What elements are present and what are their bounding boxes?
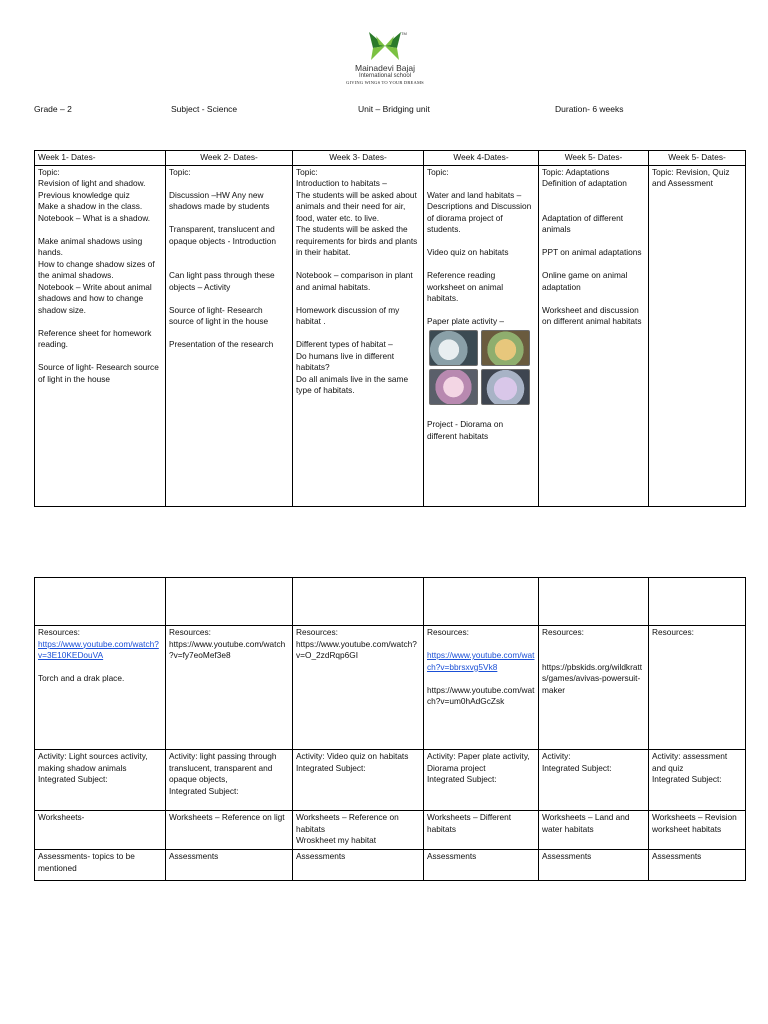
cell-line: Source of light- Research source of light in the house	[38, 362, 159, 384]
cell-line	[427, 178, 535, 190]
cell-line	[169, 259, 289, 271]
week5-assessments: Assessments	[539, 850, 649, 881]
youtube-link[interactable]: https://www.youtube.com/watch?v=3E10KEDouVA	[38, 638, 159, 660]
week1-worksheets	[35, 811, 166, 850]
cell-line: Activity:	[542, 751, 571, 761]
cell-line: Reference sheet for homework reading.	[38, 327, 152, 349]
cell-line	[542, 236, 645, 248]
cell-line: Revision of light and shadow.	[38, 178, 146, 188]
cell-line: Homework discussion of my habitat .	[296, 304, 400, 326]
week3-activity	[293, 750, 424, 811]
duration-label: Duration- 6 weeks	[555, 104, 624, 114]
school-logo	[330, 30, 440, 86]
cell-line: Topic:	[38, 166, 60, 177]
week2-resources: Resources: https://www.youtube.com/watch?v=fy7eoMef3e8	[166, 626, 293, 750]
cell-line: Integrated Subject:	[38, 774, 108, 784]
activity-row	[35, 750, 746, 811]
cell-line: Reference reading worksheet on animal habitats.	[427, 270, 504, 303]
week2-assessments: Assessments	[166, 850, 293, 881]
cell-line	[427, 305, 535, 317]
cell-line: Integrated Subject:	[169, 785, 239, 796]
resources-table	[34, 577, 746, 881]
cell-line: Notebook – What is a shadow.	[38, 212, 151, 223]
cell-line	[38, 224, 162, 236]
subject-label: Subject - Science	[171, 104, 238, 114]
cell-line	[169, 328, 289, 340]
week4-assessments: Assessments	[424, 850, 539, 881]
paper-plate-photo	[429, 369, 478, 405]
week5b-worksheets	[649, 811, 746, 850]
cell-line	[427, 259, 535, 271]
cell-line: Worksheets – Revision worksheet habitats	[652, 812, 737, 834]
cell-line	[169, 213, 289, 225]
cell-line	[427, 236, 535, 248]
butterfly-logo-icon	[365, 30, 405, 62]
cell-line	[296, 328, 420, 340]
cell-line: Discussion –HW Any new shadows made by students	[169, 189, 270, 211]
cell-line: Topic: Revision, Quiz and Assessment	[652, 166, 730, 188]
cell-line: Video quiz on habitats	[427, 247, 509, 257]
cell-line: Activity: light passing through translucent, transparent and opaque objects,	[169, 751, 277, 784]
cell-line	[296, 293, 420, 305]
cell-line: Online game on animal adaptation	[542, 270, 628, 292]
cell-line: The students will be asked the requirements for birds and plants in their habitat.	[296, 224, 418, 257]
cell-line: Topic:	[427, 166, 449, 177]
paper-plate-photo	[429, 330, 478, 366]
cell-line: Adaptation of different animals	[542, 212, 624, 234]
cell-line: Activity: Paper plate activity, Diorama project	[427, 751, 530, 773]
week5b-topics	[649, 165, 746, 506]
cell-line: Water and land habitats – Descriptions and Discussion of diorama project of students.	[427, 189, 532, 234]
week3-worksheets	[293, 811, 424, 850]
week2-topics	[166, 165, 293, 506]
week-header: Week 5- Dates-	[649, 151, 746, 166]
week-header: Week 5- Dates-	[539, 151, 649, 166]
cell-line: Transparent, translucent and opaque objects - Introduction	[169, 224, 277, 246]
week3-assessments: Assessments	[293, 850, 424, 881]
cell-line: PPT on animal adaptations	[542, 247, 642, 257]
cell-line: Activity: Video quiz on habitats	[296, 751, 409, 761]
week2-activity	[166, 750, 293, 811]
cell-line	[169, 178, 289, 190]
week5-topics	[539, 165, 649, 506]
week1-resources: Resources: https://www.youtube.com/watch?v=3E10KEDouVA Torch and a drak place.	[35, 626, 166, 750]
week3-topics	[293, 165, 424, 506]
cell-line: Topic: Adaptations	[542, 166, 610, 177]
cell-line	[38, 351, 162, 363]
week1-topics	[35, 165, 166, 506]
week2-worksheets	[166, 811, 293, 850]
cell-line: Paper plate activity –	[427, 316, 505, 326]
cell-line: Worksheets – Reference on ligt	[169, 812, 285, 822]
week5-resources: Resources: https://pbskids.org/wildkratts/games/avivas-powersuit-maker	[539, 626, 649, 750]
cell-line: Make animal shadows using hands.	[38, 235, 143, 257]
week1-activity	[35, 750, 166, 811]
cell-line	[542, 201, 645, 213]
week3-resources: Resources: https://www.youtube.com/watch?v=O_2zdRqp6GI	[293, 626, 424, 750]
cell-line	[169, 247, 289, 259]
topics-row	[35, 165, 746, 506]
week4-resources: Resources: https://www.youtube.com/watch?v=bbrsxvg5Vk8 https://www.youtube.com/watch?v=um0hAdGcZsk	[424, 626, 539, 750]
cell-line: Activity: assessment and quiz	[652, 751, 728, 773]
trademark-mark: TM	[401, 31, 407, 36]
paper-plate-photo	[481, 369, 530, 405]
week5b-activity	[649, 750, 746, 811]
unit-label: Unit – Bridging unit	[358, 104, 430, 114]
cell-line: Notebook – Write about animal shadows and how to change shadow size.	[38, 281, 152, 315]
cell-line: Project - Diorama on different habitats	[427, 419, 504, 441]
grade-label: Grade – 2	[34, 104, 72, 114]
cell-line: How to change shadow sizes of the animal shadows.	[38, 258, 155, 280]
cell-line: Make a shadow in the class.	[38, 201, 143, 211]
cell-line: Do all animals live in the same type of habitats.	[296, 373, 409, 395]
cell-line: The students will be asked about animals and their need for air, food, water etc. to live.	[296, 189, 417, 223]
week5-worksheets	[539, 811, 649, 850]
cell-line	[38, 316, 162, 328]
week-header: Week 1- Dates-	[35, 151, 166, 166]
cell-line: Activity: Light sources activity, making shadow animals	[38, 751, 148, 773]
cell-line: Integrated Subject:	[427, 774, 497, 784]
weekly-plan-table	[34, 150, 746, 507]
week5b-assessments: Assessments	[649, 850, 746, 881]
week5-activity	[539, 750, 649, 811]
cell-line: Worksheets-	[38, 812, 85, 822]
cell-line	[296, 259, 420, 271]
week-header: Week 2- Dates-	[166, 151, 293, 166]
week1-assessments: Assessments- topics to be mentioned	[35, 850, 166, 881]
cell-line: Different types of habitat –	[296, 339, 393, 349]
week5b-resources: Resources:	[649, 626, 746, 750]
paper-plate-photos	[429, 330, 535, 405]
cell-line: Integrated Subject:	[542, 762, 612, 773]
week-header-row	[35, 151, 746, 166]
cell-line: Topic:	[169, 166, 191, 177]
cell-line: Worksheet and discussion on different animal habitats	[542, 304, 642, 326]
cell-line	[542, 293, 645, 305]
worksheets-row	[35, 811, 746, 850]
cell-line: Worksheets – Different habitats	[427, 812, 512, 834]
cell-line: Integrated Subject:	[296, 762, 366, 773]
logo-school-name: Mainadevi Bajaj	[354, 63, 415, 73]
week4-topics	[424, 165, 539, 506]
cell-line: Can light pass through these objects – Activity	[169, 270, 275, 292]
week4-activity	[424, 750, 539, 811]
cell-line	[542, 190, 645, 202]
cell-line: Worksheets – Reference on habitats	[296, 812, 399, 834]
resources-row	[35, 626, 746, 750]
cell-line: Integrated Subject:	[652, 774, 722, 784]
paper-plate-photo	[481, 330, 530, 366]
cell-line	[542, 259, 645, 271]
cell-line: Definition of adaptation	[542, 178, 627, 188]
cell-line	[169, 293, 289, 305]
cell-line: Presentation of the research	[169, 339, 274, 349]
empty-row	[35, 578, 746, 626]
cell-line: Source of light- Research source of light in the house	[169, 304, 269, 326]
logo-tagline: GIVING WINGS TO YOUR DREAMS	[346, 80, 424, 85]
week-header: Week 4-Dates-	[424, 151, 539, 166]
cell-line: Notebook – comparison in plant and animal habitats.	[296, 270, 413, 292]
week-header: Week 3- Dates-	[293, 151, 424, 166]
cell-line: Introduction to habitats –	[296, 178, 387, 188]
assessments-row	[35, 850, 746, 881]
cell-line	[427, 408, 535, 420]
logo-school-subtitle: International school	[358, 73, 412, 79]
cell-line: Wroskheet my habitat	[296, 835, 377, 845]
youtube-link[interactable]: https://www.youtube.com/watch?v=bbrsxvg5Vk8	[427, 650, 535, 672]
cell-line: Do humans live in different habitats?	[296, 350, 395, 372]
cell-line: Previous knowledge quiz	[38, 189, 130, 200]
cell-line: Topic:	[296, 166, 318, 177]
cell-line: Worksheets – Land and water habitats	[542, 812, 630, 834]
week4-worksheets	[424, 811, 539, 850]
